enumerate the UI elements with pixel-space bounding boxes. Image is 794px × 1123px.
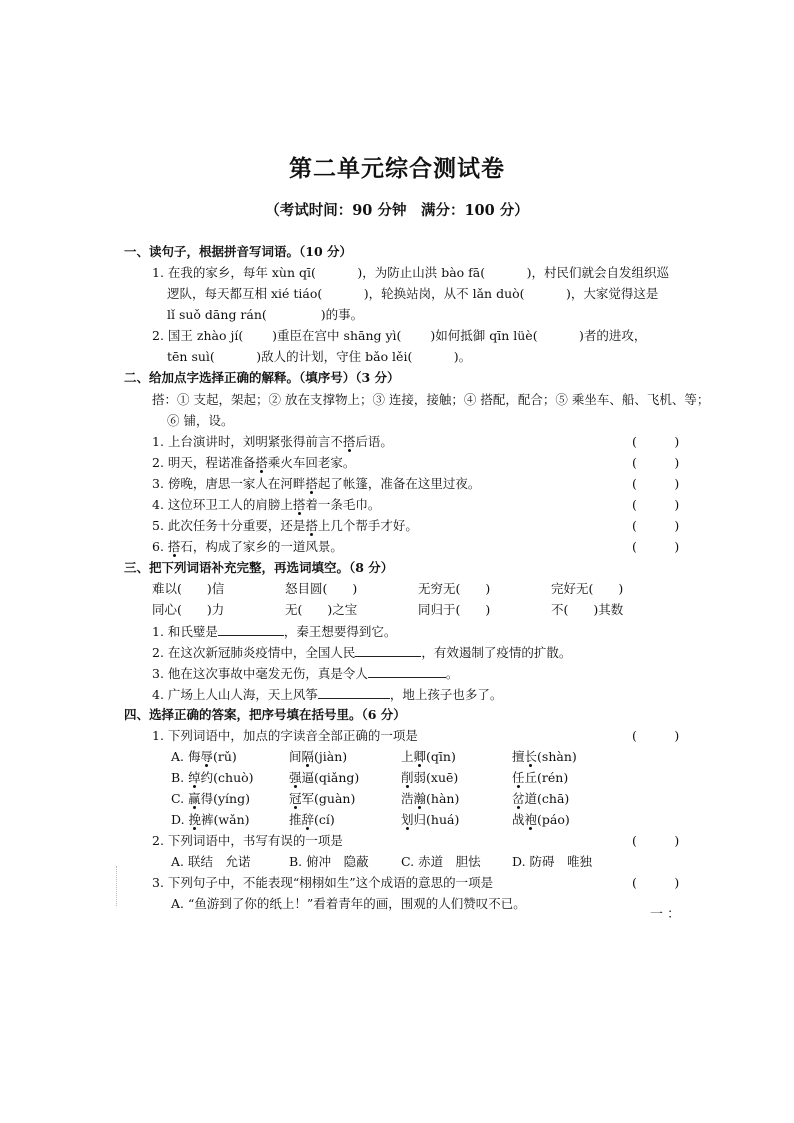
idiom-fill[interactable]: 难以( )信: [152, 581, 225, 596]
option-c-word-2[interactable]: 冠军(guàn): [289, 791, 356, 806]
option-b-word-2[interactable]: 强逼(qiǎng): [289, 770, 360, 785]
section-1-heading: 一、读句子，根据拼音写词语。（10 分）: [124, 244, 352, 259]
s2-item-4: 4. 这位环卫工人的肩膀上搭着一条毛巾。: [152, 497, 381, 512]
idiom-fill[interactable]: 完好无( ): [551, 581, 624, 596]
s4-question-1: 1. 下列词语中，加点的字读音全部正确的一项是: [152, 728, 418, 743]
s2-item-2: 2. 明天，程诺准备搭乘火车回老家。: [152, 455, 356, 470]
s2-answer-5[interactable]: ( ): [632, 518, 680, 533]
option-b[interactable]: B. 俯冲 隐蔽: [289, 854, 369, 869]
s2-answer-1[interactable]: ( ): [632, 434, 680, 449]
idiom-fill[interactable]: 同心( )力: [152, 602, 225, 617]
section-4-heading: 四、选择正确的答案，把序号填在括号里。（6 分）: [124, 707, 406, 722]
answer-blank[interactable]: [218, 623, 284, 636]
answer-blank[interactable]: [355, 644, 421, 657]
s2-item-3: 3. 傍晚，唐思一家人在河畔搭起了帐篷，准备在这里过夜。: [152, 476, 481, 491]
s3-sentence-4: 4. 广场上人山人海，天上风筝 ，地上孩子也多了。: [152, 687, 503, 702]
option-a-word-4[interactable]: 擅长(shàn): [512, 749, 577, 764]
option-a-word-2[interactable]: 间隔(jiàn): [289, 749, 348, 764]
s4-answer-3[interactable]: ( ): [632, 875, 680, 890]
exam-info: （考试时间：90 分钟 满分：100 分）: [265, 202, 529, 219]
section-2-heading: 二、给加点字选择正确的解释。（填序号）（3 分）: [124, 370, 400, 385]
option-a[interactable]: A. “鱼游到了你的纸上！”看着青年的画，围观的人们赞叹不已。: [171, 896, 526, 911]
s4-answer-1[interactable]: ( ): [632, 728, 680, 743]
option-a-word-1[interactable]: A. 侮辱(rǔ): [171, 749, 237, 764]
idiom-fill[interactable]: 同归于( ): [418, 602, 491, 617]
s1-line-2: 逻队，每天都互相 xié tiáo( )，轮换站岗，从不 lǎn duò( )，大家觉得这是: [167, 286, 659, 301]
page-title: 第二单元综合测试卷: [289, 155, 505, 182]
option-b-word-4[interactable]: 任丘(rén): [512, 770, 569, 785]
s2-answer-4[interactable]: ( ): [632, 497, 680, 512]
answer-blank[interactable]: [318, 686, 390, 699]
s4-question-3: 3. 下列句子中，不能表现“栩栩如生”这个成语的意思的一项是: [152, 875, 494, 890]
option-c[interactable]: C. 赤道 胆怯: [401, 854, 481, 869]
option-d-word-3[interactable]: 划归(huá): [401, 812, 460, 827]
s2-answer-3[interactable]: ( ): [632, 476, 680, 491]
page-number: 一 ：: [650, 907, 681, 922]
s3-sentence-2: 2. 在这次新冠肺炎疫情中，全国人民 ，有效遏制了疫情的扩散。: [152, 645, 572, 660]
section-3-heading: 三、把下列词语补充完整，再选词填空。（8 分）: [124, 560, 394, 575]
s3-sentence-1: 1. 和氏璧是 ，秦王想要得到它。: [152, 624, 397, 639]
option-c-word-3[interactable]: 浩瀚(hàn): [401, 791, 460, 806]
option-d[interactable]: D. 防碍 唯独: [512, 854, 593, 869]
s1-line-1: 1. 在我的家乡，每年 xùn qī( )，为防止山洪 bào fā( )，村民们就会自发组织巡: [152, 265, 669, 280]
s2-definition-line-2: ⑥ 铺，设。: [167, 413, 234, 428]
option-d-word-2[interactable]: 推辞(cí): [289, 812, 335, 827]
s1-line-3: lǐ suǒ dāng rán( )的事。: [167, 307, 364, 322]
idiom-fill[interactable]: 无穷无( ): [418, 581, 491, 596]
answer-blank[interactable]: [368, 665, 446, 678]
s2-answer-6[interactable]: ( ): [632, 539, 680, 554]
s2-answer-2[interactable]: ( ): [632, 455, 680, 470]
option-a-word-3[interactable]: 上卿(qīn): [401, 749, 456, 764]
s4-question-2: 2. 下列词语中，书写有误的一项是: [152, 833, 343, 848]
binding-margin-line: [116, 866, 123, 906]
option-b-word-3[interactable]: 削弱(xuē): [401, 770, 459, 785]
option-b-word-1[interactable]: B. 绰约(chuò): [171, 770, 254, 785]
option-d-word-1[interactable]: D. 挽裤(wǎn): [171, 812, 250, 827]
s2-item-5: 5. 此次任务十分重要，还是搭上几个帮手才好。: [152, 518, 418, 533]
idiom-fill[interactable]: 怒目圆( ): [285, 581, 358, 596]
s2-item-1: 1. 上台演讲时，刘明紧张得前言不搭后语。: [152, 434, 393, 449]
idiom-fill[interactable]: 无( )之宝: [285, 602, 358, 617]
option-d-word-4[interactable]: 战袍(páo): [512, 812, 570, 827]
option-c-word-4[interactable]: 岔道(chā): [512, 791, 570, 806]
idiom-fill[interactable]: 不( )其数: [551, 602, 624, 617]
s3-sentence-3: 3. 他在这次事故中毫发无伤，真是令人 。: [152, 666, 459, 681]
s1-line-4: 2. 国王 zhào jí( )重臣在宫中 shāng yì( )如何抵御 qīn lüè( )者的进攻，: [152, 328, 647, 343]
s2-definition-line-1: 搭：① 支起，架起；② 放在支撑物上；③ 连接，接触；④ 搭配，配合；⑤ 乘坐车、船、飞机、等；: [152, 392, 710, 407]
option-c-word-1[interactable]: C. 赢得(yíng): [171, 791, 250, 806]
option-a[interactable]: A. 联结 允诺: [171, 854, 251, 869]
s4-answer-2[interactable]: ( ): [632, 833, 680, 848]
s1-line-5: tēn suì( )敌人的计划，守住 bǎo lěi( )。: [167, 349, 472, 364]
s2-item-6: 6. 搭石，构成了家乡的一道风景。: [152, 539, 343, 554]
